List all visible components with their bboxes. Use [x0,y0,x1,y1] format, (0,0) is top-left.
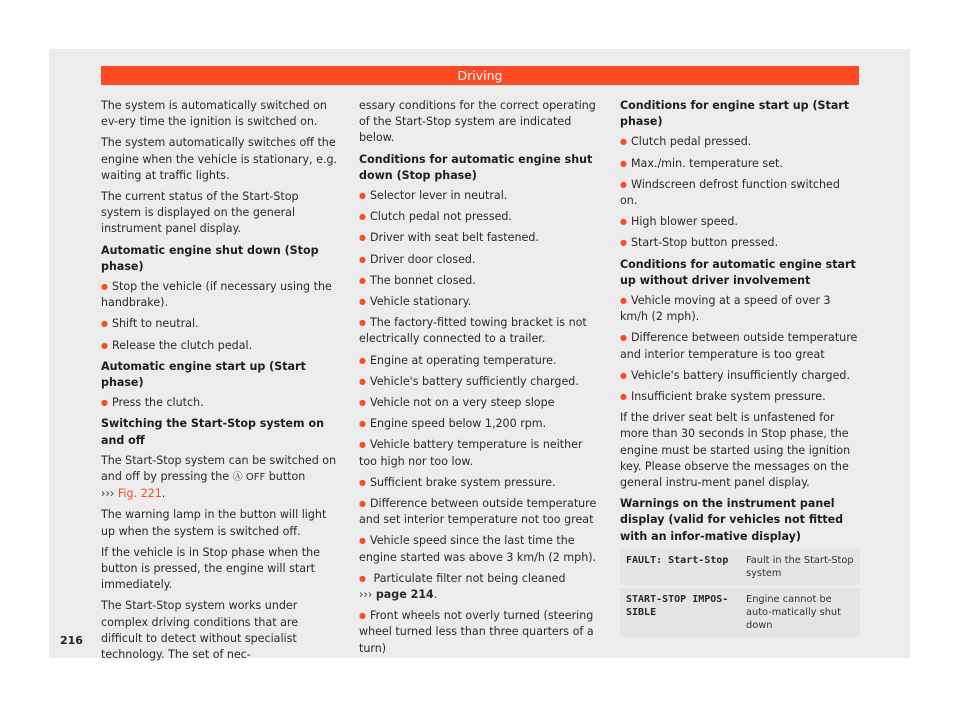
bullet-item: ● The factory-fitted towing bracket is not electrically connected to a trailer. [359,315,603,347]
paragraph [101,453,341,503]
column-3 [620,98,860,640]
column-2 [359,98,603,662]
bullet-item: ● Vehicle moving at a speed of over 3 km/h (2 mph). [620,293,860,325]
bullet-item: ● Clutch pedal pressed. [620,134,860,150]
bullet-item: ● Selector lever in neutral. [359,188,603,204]
text: . [161,487,166,501]
paragraph: The system automatically switches off the engine when the vehicle is stationary, e.g. waiting at traffic lights. [101,136,338,182]
paragraph: essary conditions for the correct operating of the Start-Stop system are indicated below. [359,99,596,145]
bullet-item: ● Vehicle's battery sufficiently charged. [359,374,603,390]
bullet-item: ● Difference between outside temperature and set interior temperature not too great [359,496,603,528]
reference-arrows: ››› [101,487,115,501]
paragraph: The current status of the Start-Stop system is displayed on the general instrument panel display. [101,190,299,236]
bullet-item: ● Engine speed below 1,200 rpm. [359,416,603,432]
bullet-item: ● The bonnet closed. [359,273,603,289]
text: The Start-Stop system can be switched on and off by pressing the [101,453,337,484]
paragraph: The warning lamp in the button will light up when the system is switched off. [101,508,327,538]
subheading: Automatic engine shut down (Stop phase) [101,243,319,273]
start-stop-off-icon: Ⓐ OFF [232,472,266,484]
bullet-item: ● Insufficient brake system pressure. [620,389,860,405]
subheading: Warnings on the instrument panel display (valid for vehicles not fitted with an infor-mative display) [620,497,844,543]
page-link[interactable]: page 214 [375,588,434,602]
bullet-item: ● Driver door closed. [359,252,603,268]
table-row [620,549,860,587]
figure-link[interactable]: Fig. 221 [117,487,162,501]
bullet-item: ● Vehicle stationary. [359,294,603,310]
bullet-item: ● Vehicle speed since the last time the engine started was above 3 km/h (2 mph). [359,533,603,565]
bullet-item: ● Vehicle's battery insufficiently charged. [620,368,860,384]
bullet-item: ● High blower speed. [620,214,860,230]
page-number: 216 [60,634,83,647]
bullet-item: ● Start-Stop button pressed. [620,235,860,251]
bullet-item: ● Press the clutch. [101,395,341,411]
bullet-item: ● Vehicle battery temperature is neither too high nor too low. [359,437,603,469]
bullet-item: ● Front wheels not overly turned (steering wheel turned less than three quarters of a turn) [359,608,603,657]
column-1 [101,98,341,668]
bullet-item: ● Shift to neutral. [101,316,341,332]
section-header: Driving [101,66,859,85]
table-row [620,586,860,638]
paragraph: The Start-Stop system works under complex driving conditions that are difficult to detect without specialist technology. The set of nec- [101,599,299,662]
bullet-item [359,571,603,603]
table-cell-desc: Engine cannot be auto-matically shut down [740,586,860,638]
text: . [433,588,438,602]
bullet-item: ● Vehicle not on a very steep slope [359,395,603,411]
bullet-item: ● Engine at operating temperature. [359,353,603,369]
table-cell-desc: Fault in the Start-Stop system [740,549,860,587]
subheading: Automatic engine start up (Start phase) [101,359,306,390]
paragraph: If the vehicle is in Stop phase when the button is pressed, the engine will start immediately. [101,545,320,592]
bullet-item: ● Stop the vehicle (if necessary using the handbrake). [101,279,341,311]
reference-arrows: ››› [359,588,373,602]
bullet-item: ● Release the clutch pedal. [101,338,341,354]
paragraph: The system is automatically switched on ev-ery time the ignition is switched on. [101,99,327,129]
paragraph: If the driver seat belt is unfastened for more than 30 seconds in Stop phase, the engine must be started using the ignition key. Please observe the messages on the general instru-ment panel display. [620,411,851,490]
table-cell-code: FAULT: Start-Stop [620,549,740,587]
bullet-item: ● Max./min. temperature set. [620,156,860,172]
subheading: Switching the Start-Stop system on and off [101,417,324,447]
bullet-item: ● Windscreen defrost function switched on. [620,177,860,209]
text: button [268,470,306,484]
warnings-table [620,549,860,640]
table-cell-code: START-STOP IMPOS-SIBLE [620,586,740,638]
bullet-item: ● Clutch pedal not pressed. [359,209,603,225]
bullet-item: ● Sufficient brake system pressure. [359,475,603,491]
subheading: Conditions for automatic engine start up without driver involvement [620,257,856,287]
text: Particulate filter not being cleaned [373,571,566,585]
bullet-item: ● Difference between outside temperature and interior temperature is too great [620,330,860,362]
subheading: Conditions for automatic engine shut down (Stop phase) [359,152,593,182]
bullet-item: ● Driver with seat belt fastened. [359,230,603,246]
subheading: Conditions for engine start up (Start phase) [620,99,850,129]
